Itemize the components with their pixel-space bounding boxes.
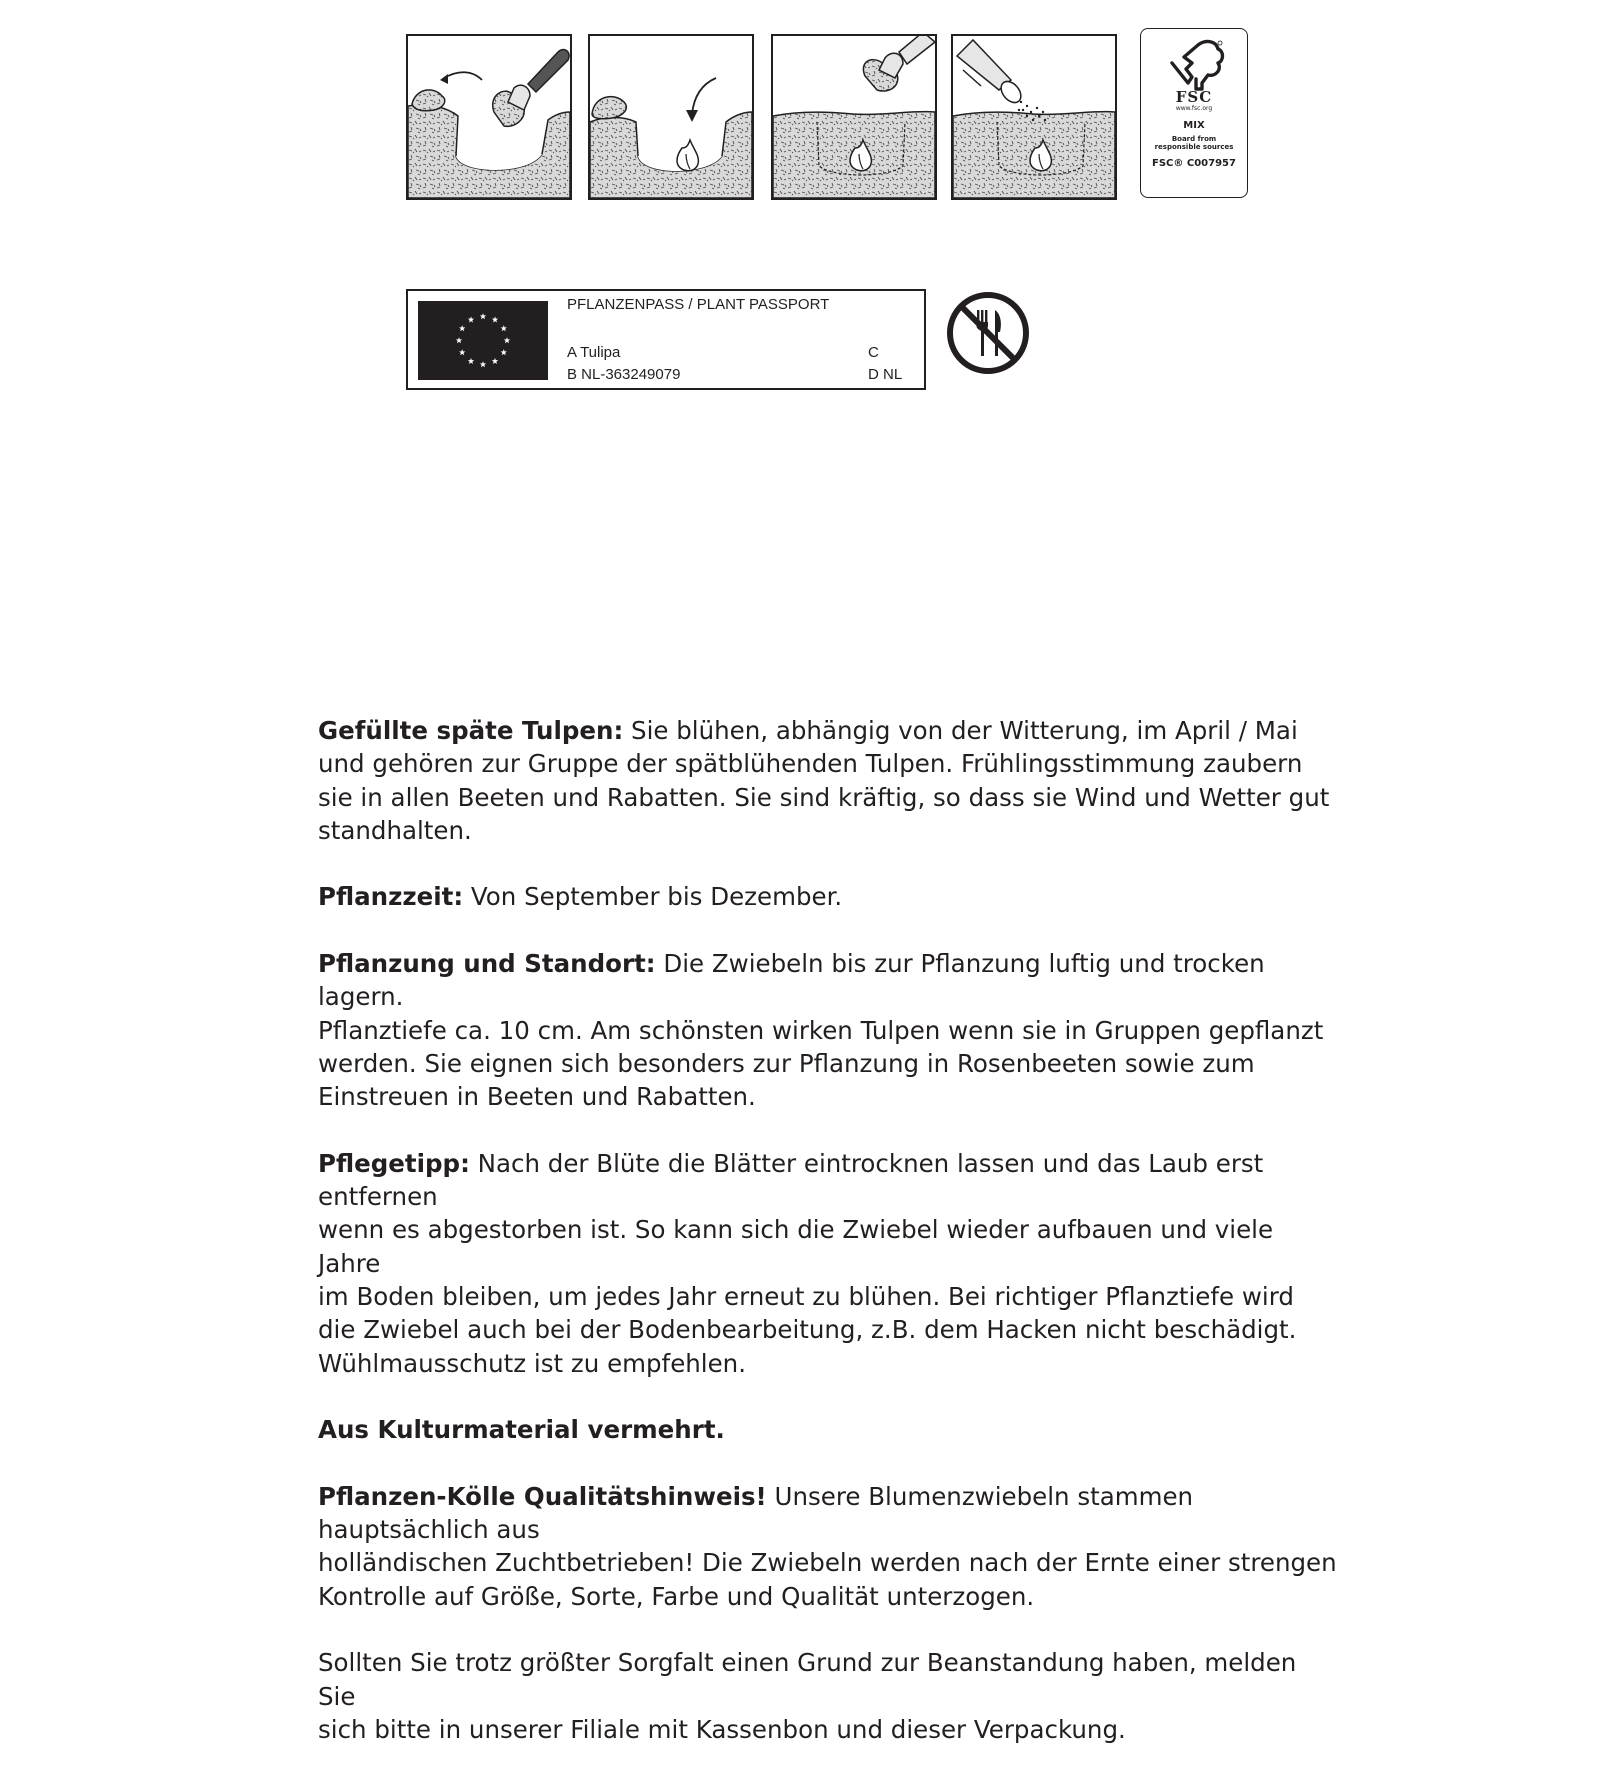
text-line: und gehören zur Gruppe der spätblühenden Tulpen. Frühlingsstimmung zaubern <box>318 749 1303 779</box>
passport-field-d: D NL <box>868 366 903 383</box>
text-line: die Zwiebel auch bei der Bodenbearbeitung, z.B. dem Hacken nicht beschädigt. <box>318 1315 1297 1345</box>
section-qualitaet <box>318 1480 1338 1613</box>
passport-field-c: C <box>868 344 879 361</box>
passport-title: PFLANZENPASS / PLANT PASSPORT <box>567 296 830 313</box>
section-pflegetipp <box>318 1147 1338 1380</box>
text-line: Kontrolle auf Größe, Sorte, Farbe und Qualität unterzogen. <box>318 1581 1035 1611</box>
text-line: Sie blühen, abhängig von der Witterung, im April / Mai <box>623 716 1298 745</box>
fsc-label <box>1140 28 1248 198</box>
text-line: holländischen Zuchtbetrieben! Die Zwiebeln werden nach der Ernte einer strengen <box>318 1548 1337 1578</box>
section-heading: Pflanzzeit: <box>318 882 464 912</box>
fsc-name: FSC <box>1175 88 1213 106</box>
text-line: Einstreuen in Beeten und Rabatten. <box>318 1082 756 1112</box>
text-line: sich bitte in unserer Filiale mit Kassenbon und dieser Verpackung. <box>318 1714 1126 1744</box>
text-line: Sollten Sie trotz größter Sorgfalt einen Grund zur Beanstandung haben, melden Sie <box>318 1648 1297 1711</box>
text-line: wenn es abgestorben ist. So kann sich die Zwiebel wieder aufbauen und viele Jahre <box>318 1215 1274 1278</box>
section-kultur <box>318 1413 1338 1446</box>
cover-soil-icon <box>773 36 935 198</box>
text-line: sie in allen Beeten und Rabatten. Sie sind kräftig, so dass sie Wind und Wetter gut <box>318 782 1330 812</box>
eu-flag-icon <box>418 301 548 380</box>
fsc-tree-logo <box>1162 37 1226 91</box>
section-beanstandung <box>318 1646 1338 1746</box>
step-water <box>951 34 1117 200</box>
water-icon <box>953 36 1115 198</box>
section-heading: Pflegetipp: <box>318 1148 470 1178</box>
step-cover-soil <box>771 34 937 200</box>
fsc-mix: MIX <box>1183 120 1205 131</box>
section-pflanzzeit <box>318 880 1338 913</box>
text-line: werden. Sie eignen sich besonders zur Pflanzung in Rosenbeeten sowie zum <box>318 1048 1255 1078</box>
step-dig-hole <box>406 34 572 200</box>
product-description <box>318 714 1338 1780</box>
fsc-source-line2: responsible sources <box>1154 143 1234 151</box>
text-line: Von September bis Dezember. <box>463 882 843 912</box>
dig-hole-icon <box>408 36 570 198</box>
fsc-source-line1: Board from <box>1171 135 1217 143</box>
not-edible-icon <box>945 290 1031 376</box>
plant-passport <box>406 289 926 390</box>
fsc-code: FSC® C007957 <box>1152 158 1236 169</box>
section-tulpen <box>318 714 1338 847</box>
passport-field-a: A Tulipa <box>567 344 621 361</box>
text-line: Pflanztiefe ca. 10 cm. Am schönsten wirken Tulpen wenn sie in Gruppen gepflanzt <box>318 1015 1324 1045</box>
section-heading: Aus Kulturmaterial vermehrt. <box>318 1415 725 1445</box>
section-standort <box>318 947 1338 1113</box>
step-place-bulb <box>588 34 754 200</box>
text-line: Die Zwiebeln bis zur Pflanzung luftig und trocken lagern. <box>318 949 1265 1012</box>
place-bulb-icon <box>590 36 752 198</box>
passport-field-b: B NL-363249079 <box>567 366 681 383</box>
text-line: standhalten. <box>318 815 472 845</box>
text-line: Wühlmausschutz ist zu empfehlen. <box>318 1348 746 1378</box>
text-line: Unsere Blumenzwiebeln stammen hauptsächlich aus <box>318 1481 1194 1545</box>
text-line: Nach der Blüte die Blätter eintrocknen lassen und das Laub erst entfernen <box>318 1148 1264 1212</box>
fsc-url: www.fsc.org <box>1175 105 1213 112</box>
text-line: im Boden bleiben, um jedes Jahr erneut zu blühen. Bei richtiger Pflanztiefe wird <box>318 1282 1294 1312</box>
section-heading: Pflanzung und Standort: <box>318 949 656 979</box>
section-heading: Pflanzen-Kölle Qualitätshinweis! <box>318 1481 767 1511</box>
section-heading: Gefüllte späte Tulpen: <box>318 716 624 745</box>
